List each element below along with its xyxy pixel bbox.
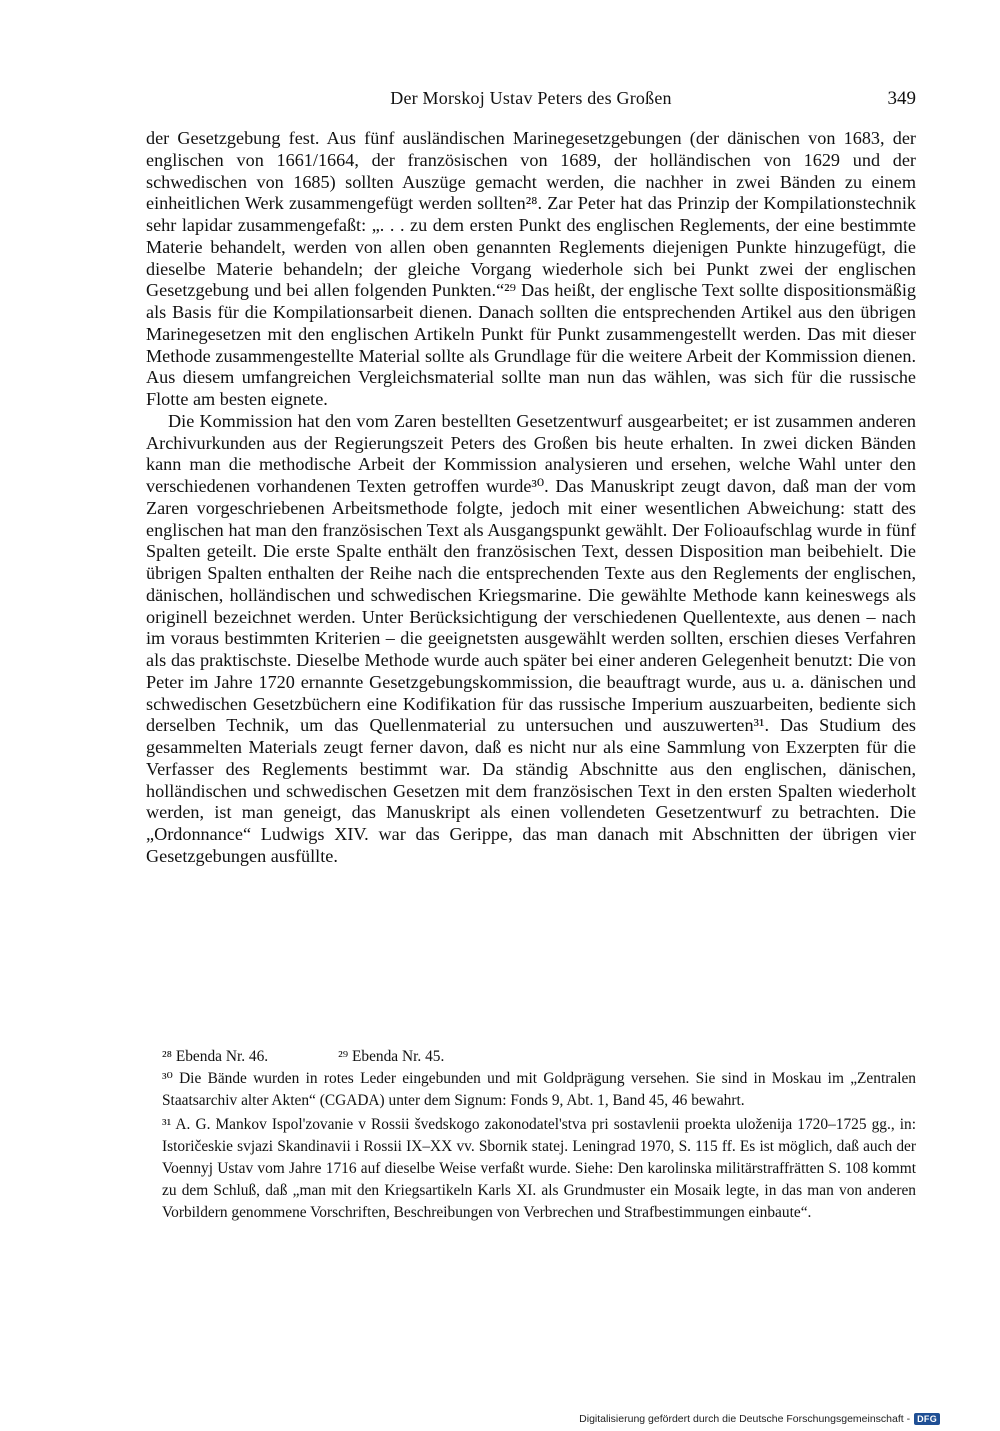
footnote-row-28-29 xyxy=(146,1046,916,1068)
dfg-logo-icon: DFG xyxy=(914,1413,940,1425)
footnote-31: ³¹ A. G. Mankov Ispol'zovanie v Rossii švedskogo zakonodatel'stva pri sostavlenii proekta uloženija 1720–1725 gg., in: Istoričeskie svjazi Skandinavii i Rossii IX–XX vv. Sbornik statej. Leningrad 1970, S. 115 ff. Es ist möglich, daß auch der Voennyj Ustav vom Jahre 1716 auf dieselbe Weise verfaßt wurde. Siehe: Den karolinska militärstraffrätten S. 108 kommt zu dem Schluß, daß „man mit den Kriegsartikeln Karls XI. als Grundmuster ein Mosaik legte, in das man von anderen Vorbildern genommene Vorschriften, Beschreibungen von Verbrechen und Strafbestimmungen einbaute“. xyxy=(162,1116,916,1221)
footnote-28: ²⁸ Ebenda Nr. 46. xyxy=(162,1048,269,1065)
running-title: Der Morskoj Ustav Peters des Großen xyxy=(390,88,672,108)
paragraph-1: der Gesetzgebung fest. Aus fünf ausländischen Marinegesetzgebungen (der dänischen von 1683, der englischen von 1661/1664, der französischen von 1689, der holländischen von 1629 und der schwedischen von 1685) sollten Auszüge gemacht werden, die nachher in zwei Bänden zu einem einheitlichen Werk zusammengefügt werden sollten²⁸. Zar Peter hat das Prinzip der Kompilationstechnik sehr lapidar zusammengefaßt: „. . . zu dem ersten Punkt des englischen Reglements, der eine bestimmte Materie behandelt, werden von allen oben genannten Reglements diejenigen Punkte hinzugefügt, die dieselbe Materie behandeln; der gleiche Vorgang wiederhole sich bei Punkt zwei der englischen Gesetzgebung und bei allen folgenden Punkten.“²⁹ Das heißt, der englische Text sollte dispositionsmäßig als Basis für die Kompilationsarbeit dienen. Danach sollten die entsprechenden Artikel aus den übrigen Marinegesetzen mit den englischen Artikeln Punkt für Punkt zusammengestellt werden. Das mit dieser Methode zusammengestellte Material sollte als Grundlage für die weitere Arbeit der Kommission dienen. Aus diesem umfangreichen Vergleichsmaterial sollte man nun das wählen, was sich für die russische Flotte am besten eignete. xyxy=(146,128,916,409)
page-number: 349 xyxy=(887,88,916,109)
digitization-footer xyxy=(579,1413,940,1425)
body-text xyxy=(146,128,916,868)
running-head xyxy=(146,88,916,114)
footnote-30: ³⁰ Die Bände wurden in rotes Leder eingebunden und mit Goldprägung versehen. Sie sind in Moskau im „Zentralen Staatsarchiv alter Akten“ (CGADA) unter dem Signum: Fonds 9, Abt. 1, Band 45, 46 bewahrt. xyxy=(162,1070,916,1109)
digitization-note: Digitalisierung gefördert durch die Deutsche Forschungsgemeinschaft - xyxy=(579,1413,911,1425)
footnote-29: ²⁹ Ebenda Nr. 45. xyxy=(338,1048,445,1065)
footnotes xyxy=(146,1046,916,1224)
paragraph-2: Die Kommission hat den vom Zaren bestellten Gesetzentwurf ausgearbeitet; er ist zusammen anderen Archivurkunden aus der Regierungszeit Peters des Großen bis heute erhalten. In zwei dicken Bänden kann man die methodische Arbeit der Kommission analysieren und ersehen, welche Wahl unter den verschiedenen vorhandenen Texten getroffen wurde³⁰. Das Manuskript zeugt davon, daß man der vom Zaren vorgeschriebenen Arbeitsmethode folgte, jedoch mit einer wesentlichen Abweichung: statt des englischen hat man den französischen Text als Ausgangspunkt gewählt. Der Folioaufschlag wurde in fünf Spalten geteilt. Die erste Spalte enthält den französischen Text, dessen Disposition man beibehielt. Die übrigen Spalten enthalten der Reihe nach die entsprechenden Texte aus den Reglements der englischen, dänischen, holländischen und schwedischen Kriegsmarine. Die gewählte Methode kann keineswegs als originell bezeichnet werden. Unter Berücksichtigung der verschiedenen Quellentexte, aus denen – nach im voraus bestimmten Kriterien – die geeignetsten ausgewählt werden sollten, erschien dieses Verfahren als das praktischste. Dieselbe Methode wurde auch später bei einer anderen Gelegenheit benutzt: Die von Peter im Jahre 1720 ernannte Gesetzgebungskommission, die beauftragt wurde, aus u. a. dänischen und schwedischen Gesetzbüchern eine Kodifikation für das russische Imperium auszuarbeiten, bediente sich derselben Technik, um das Quellenmaterial zu untersuchen und auszuwerten³¹. Das Studium des gesammelten Materials zeugt ferner davon, daß es nicht nur als eine Sammlung von Exzerpten für die Verfasser des Reglements bestimmt war. Da ständig Abschnitte aus den englischen, dänischen, holländischen und schwedischen Gesetzen mit dem französischen Text in den ersten Spalten wiederholt werden, ist man geneigt, das Manuskript als einen vollendeten Gesetzentwurf zu betrachten. Die „Ordonnance“ Ludwigs XIV. war das Gerippe, das man danach mit Abschnitten der übrigen vier Gesetzgebungen ausfüllte. xyxy=(146,410,916,866)
